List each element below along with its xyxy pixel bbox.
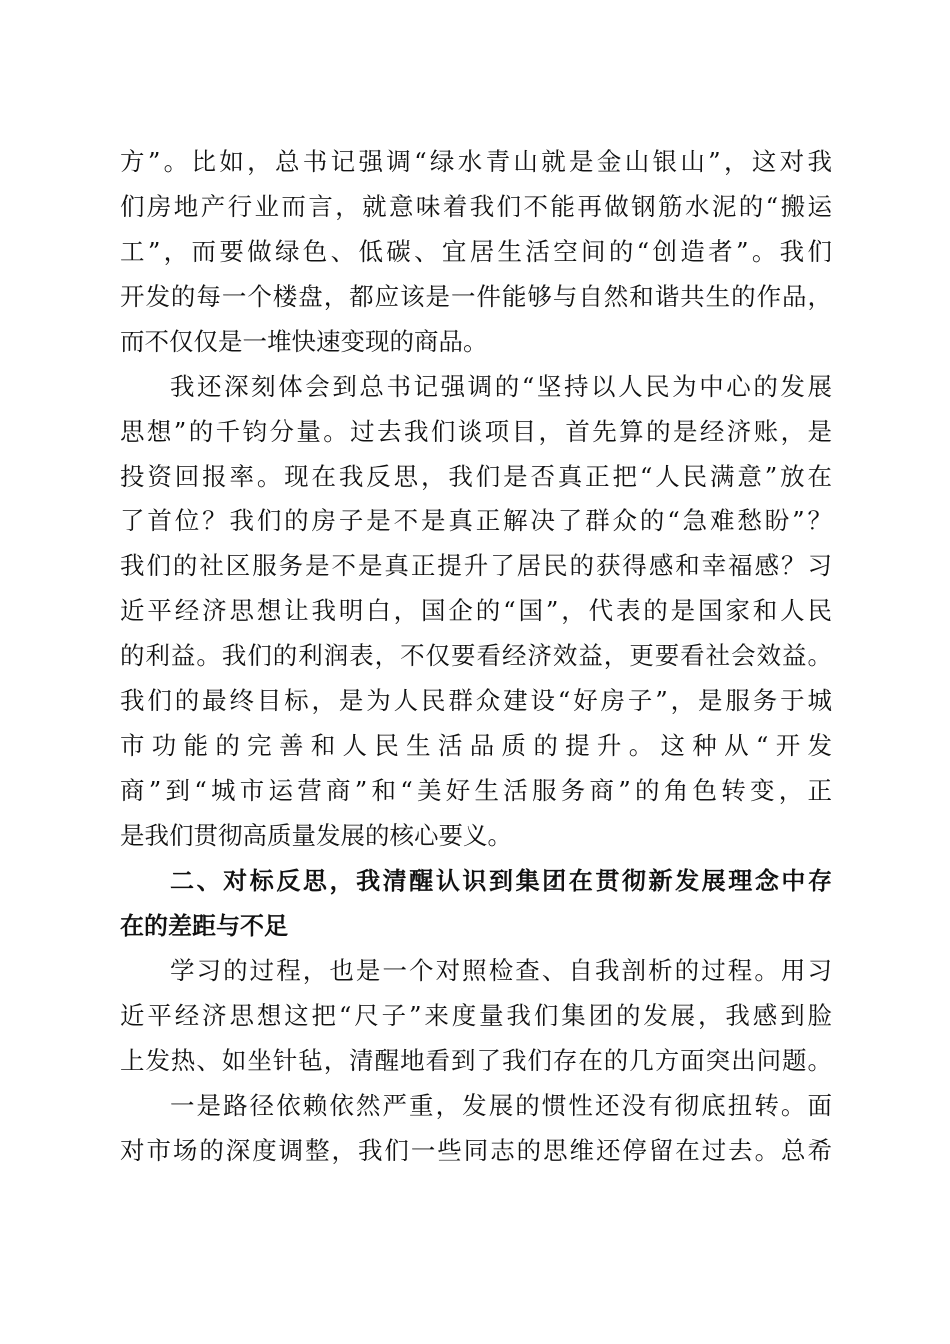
text-line: 们房地产行业而言，就意味着我们不能再做钢筋水泥的“搬运 bbox=[120, 192, 832, 221]
text-line: 工”，而要做绿色、低碳、宜居生活空间的“创造者”。我们 bbox=[120, 237, 832, 266]
text-line: 我们的社区服务是不是真正提升了居民的获得感和幸福感？习 bbox=[120, 551, 832, 580]
text-line: 市功能的完善和人民生活品质的提升。这种从“开发 bbox=[120, 731, 832, 760]
text-line: 我们的最终目标，是为人民群众建设“好房子”，是服务于城 bbox=[120, 686, 832, 715]
text-line: 的利益。我们的利润表，不仅要看经济效益，更要看社会效益。 bbox=[120, 641, 832, 670]
text-line: 投资回报率。现在我反思，我们是否真正把“人民满意”放在 bbox=[120, 462, 832, 491]
text-line: 方”。比如，总书记强调“绿水青山就是金山银山”，这对我 bbox=[120, 147, 832, 176]
text-line: 是我们贯彻高质量发展的核心要义。 bbox=[120, 821, 512, 850]
text-line: 对市场的深度调整，我们一些同志的思维还停留在过去。总希 bbox=[120, 1136, 832, 1165]
text-line: 开发的每一个楼盘，都应该是一件能够与自然和谐共生的作品， bbox=[120, 282, 832, 311]
text-line: 思想”的千钧分量。过去我们谈项目，首先算的是经济账，是 bbox=[120, 417, 832, 446]
text-line: 学习的过程，也是一个对照检查、自我剖析的过程。用习 bbox=[170, 956, 832, 985]
text-line: 近平经济思想这把“尺子”来度量我们集团的发展，我感到脸 bbox=[120, 1001, 832, 1030]
text-line: 了首位？我们的房子是不是真正解决了群众的“急难愁盼”？ bbox=[120, 506, 832, 535]
text-line: 商”到“城市运营商”和“美好生活服务商”的角色转变，正 bbox=[120, 776, 832, 805]
text-line: 我还深刻体会到总书记强调的“坚持以人民为中心的发展 bbox=[170, 372, 832, 401]
text-line: 上发热、如坐针毡，清醒地看到了我们存在的几方面突出问题。 bbox=[120, 1046, 832, 1075]
heading-line: 二、对标反思，我清醒认识到集团在贯彻新发展理念中存 bbox=[170, 867, 832, 895]
text-line: 一是路径依赖依然严重，发展的惯性还没有彻底扭转。面 bbox=[170, 1091, 832, 1120]
text-line: 而不仅仅是一堆快速变现的商品。 bbox=[120, 327, 488, 356]
heading-line: 在的差距与不足 bbox=[120, 912, 288, 940]
text-line: 近平经济思想让我明白，国企的“国”，代表的是国家和人民 bbox=[120, 596, 832, 625]
